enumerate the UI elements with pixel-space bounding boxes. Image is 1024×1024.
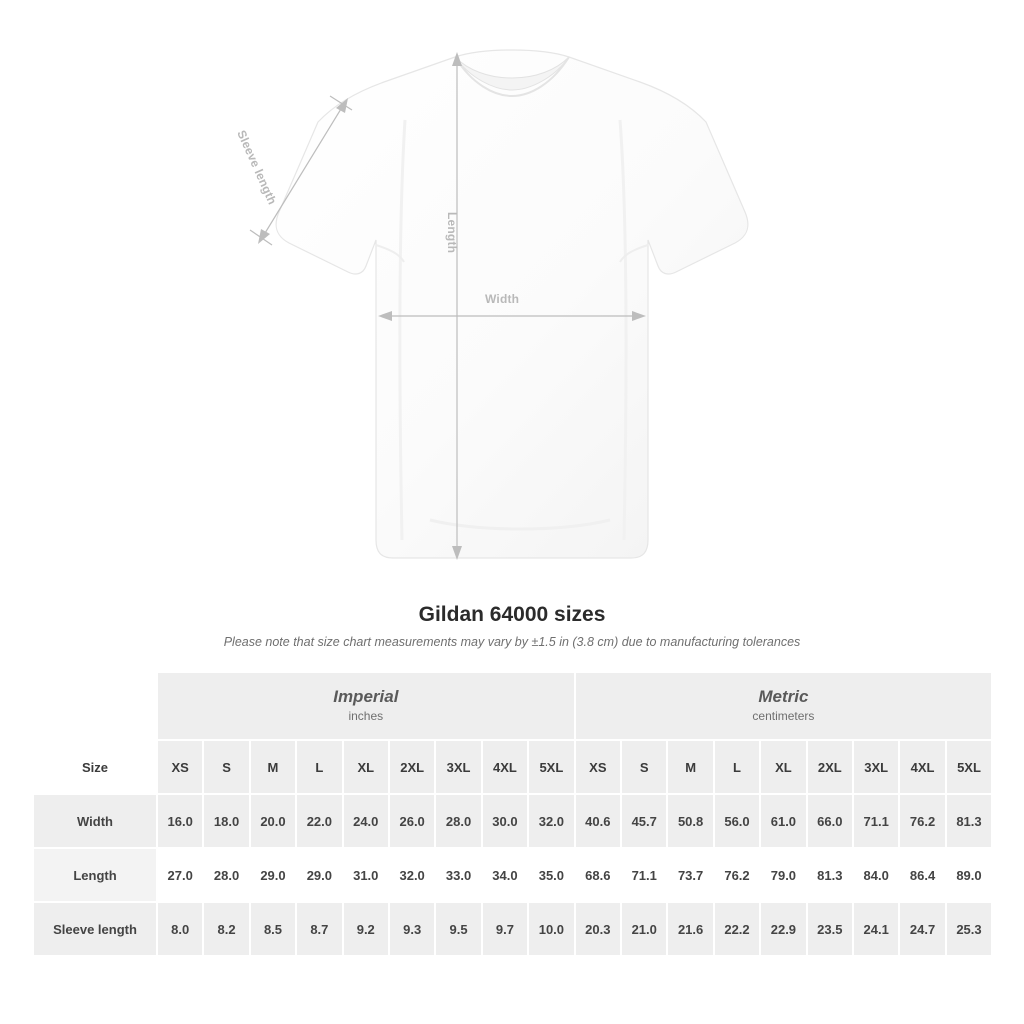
table-corner-cell xyxy=(33,672,157,740)
cell-sleeve-metric-xs: 20.3 xyxy=(575,902,621,956)
size-header-metric-3xl: 3XL xyxy=(853,740,899,794)
size-header-metric-4xl: 4XL xyxy=(899,740,945,794)
cell-width-imperial-xl: 24.0 xyxy=(343,794,389,848)
cell-length-metric-l: 76.2 xyxy=(714,848,760,902)
cell-length-metric-4xl: 86.4 xyxy=(899,848,945,902)
table-row xyxy=(33,848,992,902)
cell-width-metric-xs: 40.6 xyxy=(575,794,621,848)
cell-sleeve-imperial-xs: 8.0 xyxy=(157,902,203,956)
size-header-imperial-l: L xyxy=(296,740,342,794)
cell-sleeve-imperial-l: 8.7 xyxy=(296,902,342,956)
cell-sleeve-imperial-s: 8.2 xyxy=(203,902,249,956)
row-label-length: Length xyxy=(33,848,157,902)
cell-length-imperial-m: 29.0 xyxy=(250,848,296,902)
cell-width-metric-m: 50.8 xyxy=(667,794,713,848)
cell-sleeve-metric-s: 21.0 xyxy=(621,902,667,956)
table-row xyxy=(33,794,992,848)
cell-width-metric-l: 56.0 xyxy=(714,794,760,848)
cell-sleeve-imperial-3xl: 9.5 xyxy=(435,902,481,956)
unit-sub-metric: centimeters xyxy=(752,709,815,724)
cell-length-metric-2xl: 81.3 xyxy=(807,848,853,902)
table-row xyxy=(33,902,992,956)
length-label: Length xyxy=(445,212,459,254)
cell-length-imperial-2xl: 32.0 xyxy=(389,848,435,902)
cell-width-metric-xl: 61.0 xyxy=(760,794,806,848)
cell-sleeve-metric-5xl: 25.3 xyxy=(946,902,992,956)
cell-sleeve-imperial-5xl: 10.0 xyxy=(528,902,575,956)
unit-header-row xyxy=(33,672,992,740)
unit-name-metric: Metric xyxy=(758,686,809,706)
cell-width-metric-2xl: 66.0 xyxy=(807,794,853,848)
cell-sleeve-metric-m: 21.6 xyxy=(667,902,713,956)
cell-length-metric-m: 73.7 xyxy=(667,848,713,902)
tolerance-note: Please note that size chart measurements may vary by ±1.5 in (3.8 cm) due to manufacturing tolerances xyxy=(223,635,801,649)
cell-width-imperial-m: 20.0 xyxy=(250,794,296,848)
cell-sleeve-imperial-4xl: 9.7 xyxy=(482,902,528,956)
cell-length-metric-s: 71.1 xyxy=(621,848,667,902)
cell-length-imperial-s: 28.0 xyxy=(203,848,249,902)
size-header-metric-xs: XS xyxy=(575,740,621,794)
size-header-imperial-xs: XS xyxy=(157,740,203,794)
cell-length-metric-3xl: 84.0 xyxy=(853,848,899,902)
row-label-sleeve-length: Sleeve length xyxy=(33,902,157,956)
cell-sleeve-metric-l: 22.2 xyxy=(714,902,760,956)
cell-length-imperial-5xl: 35.0 xyxy=(528,848,575,902)
unit-header-metric xyxy=(575,672,993,740)
cell-width-metric-4xl: 76.2 xyxy=(899,794,945,848)
cell-length-imperial-4xl: 34.0 xyxy=(482,848,528,902)
size-header-imperial-3xl: 3XL xyxy=(435,740,481,794)
size-header-metric-5xl: 5XL xyxy=(946,740,992,794)
size-header-metric-m: M xyxy=(667,740,713,794)
sleeve-length-label: Sleeve length xyxy=(234,128,280,207)
cell-sleeve-metric-xl: 22.9 xyxy=(760,902,806,956)
unit-name-imperial: Imperial xyxy=(333,686,399,706)
size-table-wrapper xyxy=(32,671,992,957)
cell-width-imperial-2xl: 26.0 xyxy=(389,794,435,848)
cell-width-imperial-3xl: 28.0 xyxy=(435,794,481,848)
size-header-metric-s: S xyxy=(621,740,667,794)
cell-sleeve-metric-4xl: 24.7 xyxy=(899,902,945,956)
size-table xyxy=(32,671,993,957)
cell-width-imperial-s: 18.0 xyxy=(203,794,249,848)
cell-width-imperial-xs: 16.0 xyxy=(157,794,203,848)
cell-width-imperial-5xl: 32.0 xyxy=(528,794,575,848)
size-header-metric-l: L xyxy=(714,740,760,794)
size-header-imperial-xl: XL xyxy=(343,740,389,794)
cell-length-imperial-xl: 31.0 xyxy=(343,848,389,902)
cell-sleeve-imperial-2xl: 9.3 xyxy=(389,902,435,956)
cell-length-imperial-xs: 27.0 xyxy=(157,848,203,902)
unit-header-imperial xyxy=(157,672,575,740)
cell-width-imperial-4xl: 30.0 xyxy=(482,794,528,848)
unit-sub-imperial: inches xyxy=(348,709,384,724)
cell-width-metric-s: 45.7 xyxy=(621,794,667,848)
cell-width-imperial-l: 22.0 xyxy=(296,794,342,848)
size-header-row xyxy=(33,740,992,794)
cell-width-metric-3xl: 71.1 xyxy=(853,794,899,848)
size-header-metric-xl: XL xyxy=(760,740,806,794)
cell-length-metric-xs: 68.6 xyxy=(575,848,621,902)
cell-length-imperial-3xl: 33.0 xyxy=(435,848,481,902)
cell-length-metric-xl: 79.0 xyxy=(760,848,806,902)
size-header-imperial-4xl: 4XL xyxy=(482,740,528,794)
cell-length-metric-5xl: 89.0 xyxy=(946,848,992,902)
size-header-imperial-m: M xyxy=(250,740,296,794)
size-header-imperial-s: S xyxy=(203,740,249,794)
cell-sleeve-imperial-m: 8.5 xyxy=(250,902,296,956)
size-header-label: Size xyxy=(33,740,157,794)
page-title: Gildan 64000 sizes xyxy=(418,603,606,626)
cell-length-imperial-l: 29.0 xyxy=(296,848,342,902)
size-header-imperial-5xl: 5XL xyxy=(528,740,575,794)
cell-width-metric-5xl: 81.3 xyxy=(946,794,992,848)
size-header-imperial-2xl: 2XL xyxy=(389,740,435,794)
row-label-width: Width xyxy=(33,794,157,848)
width-label: Width xyxy=(485,292,520,306)
cell-sleeve-metric-3xl: 24.1 xyxy=(853,902,899,956)
cell-sleeve-imperial-xl: 9.2 xyxy=(343,902,389,956)
size-header-metric-2xl: 2XL xyxy=(807,740,853,794)
cell-sleeve-metric-2xl: 23.5 xyxy=(807,902,853,956)
